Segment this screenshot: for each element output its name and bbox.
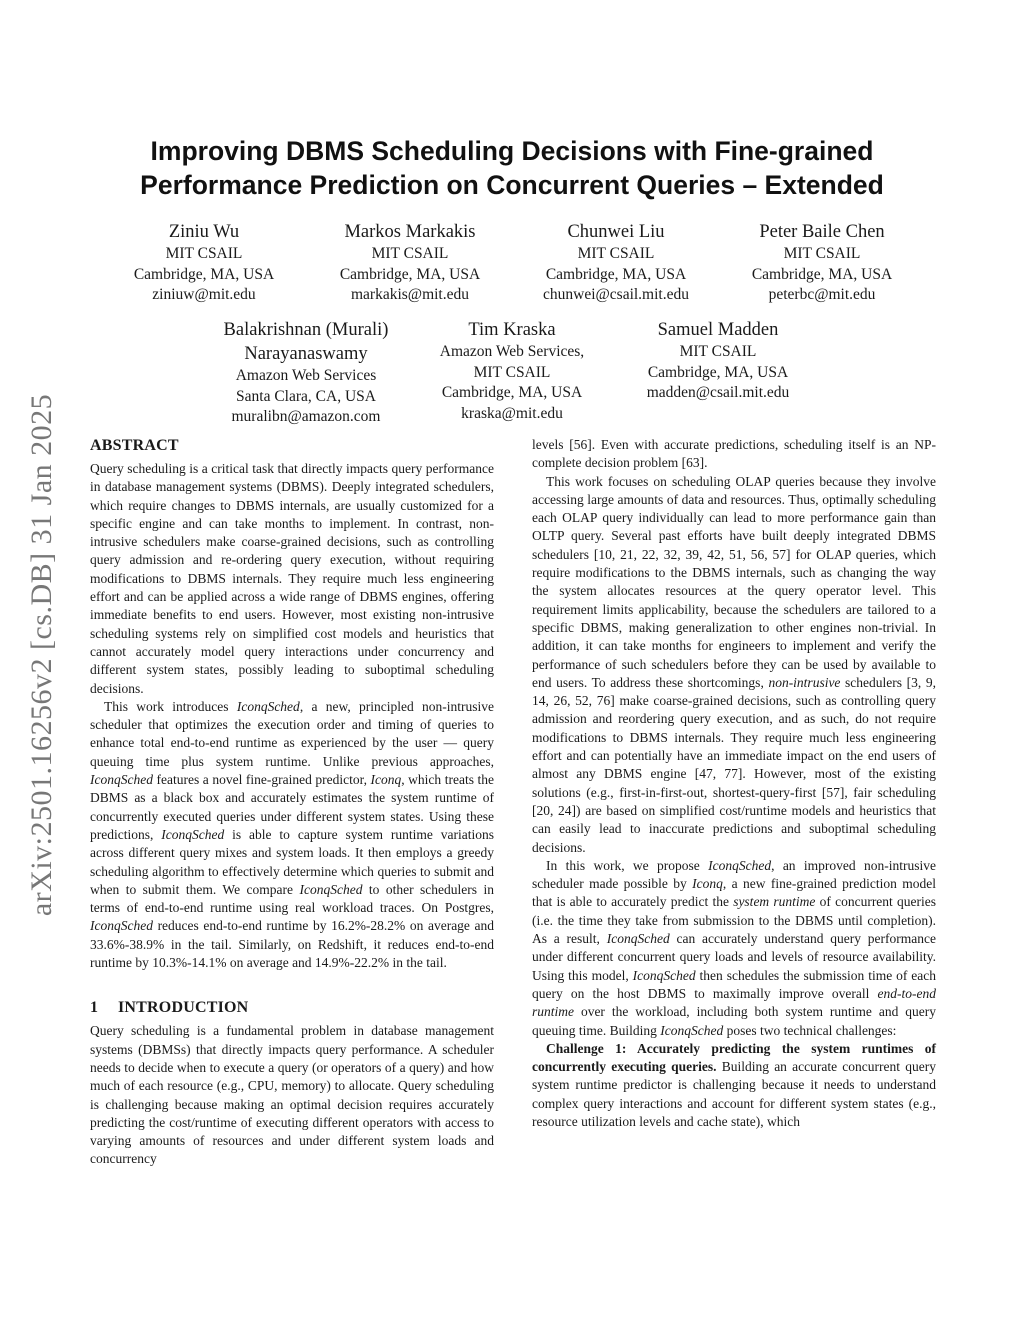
author-affiliation: MIT CSAIL <box>679 343 757 360</box>
section-title: INTRODUCTION <box>118 999 249 1017</box>
author-affiliation-line-2: MIT CSAIL <box>473 363 551 381</box>
author-email: peterbc@mit.edu <box>768 286 876 303</box>
author-location: Cambridge, MA, USA <box>751 265 893 283</box>
author-name: Balakrishnan (Murali) <box>223 320 389 340</box>
author-block <box>618 318 818 404</box>
body-paragraph: This work focuses on scheduling OLAP queries because they involve accessing large amounts of data and resources. Thus, optimally scheduling each OLAP query individually can lead to more performance gain than OLTP query. Several past efforts have built deeply integrated DBMS schedulers [10, 21, 22, 32, 39, 42, 51, 56, 57] for OLAP queries, which require modifications to the DBMS internals, such as changing the way the system allocates resources at the query operator level. This requirement limits applicability, because the schedulers are tailored to a specific DBMS, making generalization to other engines non-trivial. In addition, it can take months for engineers to implement and verify the performance of such schedulers before they can be used by available to end users. To address these shortcomings, non-intrusive schedulers [3, 9, 14, 26, 52, 76] make coarse-grained decisions, such as controlling query admission and reordering query execution, and as such, do not require modifications to DBMS internals. They require much less engineering effort and can potentially have an immediate impact on the end users of almost any DBMS engine [47, 77]. However, most of the existing solutions (e.g., first-in-first-out, shortest-query-first [57], fair scheduling [20, 24]) are based on simplified cost/runtime models and heuristics that can easily lead to inaccurate predictions and suboptimal scheduling decisions. <box>532 473 936 855</box>
challenge-paragraph: Challenge 1: Accurately predicting the system runtimes of concurrently executing queries. Building an accurate concurrent query system runtime predictor is challenging because it needs to understand complex query interactions and account for different system states (e.g., resource utilization levels and cache state), which <box>532 1040 936 1129</box>
author-name: Peter Baile Chen <box>759 222 885 242</box>
title-line-2: Performance Prediction on Concurrent Queries – Extended <box>140 170 884 200</box>
author-location: Cambridge, MA, USA <box>441 384 583 401</box>
intro-paragraph: Query scheduling is a fundamental problem in database management systems (DBMSs) that directly impacts query performance. A scheduler needs to decide when to execute a query (or operators of a query) and how much of each resource (e.g., CPU, memory) to allocate. Query scheduling is challenging because making an optimal decision requires accurately predicting the cost/runtime of executing different operators with access to varying amounts of resources and under different system loads and concurrency <box>90 1023 494 1167</box>
author-affiliation: MIT CSAIL <box>165 245 243 262</box>
author-location: Cambridge, MA, USA <box>339 265 481 283</box>
author-location: Cambridge, MA, USA <box>647 363 789 381</box>
body-paragraph: levels [56]. Even with accurate predictions, scheduling itself is an NP-complete decision problem [63]. <box>532 437 936 471</box>
author-email: markakis@mit.edu <box>350 286 469 303</box>
author-block <box>722 220 922 306</box>
author-name: Markos Markakis <box>344 222 476 242</box>
left-column <box>90 436 494 1169</box>
author-affiliation: MIT CSAIL <box>577 245 655 262</box>
author-email: ziniuw@mit.edu <box>152 286 256 303</box>
author-affiliation: Amazon Web Services <box>235 367 377 384</box>
author-name: Tim Kraska <box>468 320 556 340</box>
author-email: muralibn@amazon.com <box>231 408 381 425</box>
author-affiliation: MIT CSAIL <box>371 245 449 262</box>
right-column <box>532 436 936 1131</box>
author-location: Cambridge, MA, USA <box>545 265 687 283</box>
body-paragraph: In this work, we propose IconqSched, an improved non-intrusive scheduler made possible by Iconq, a new fine-grained prediction model that is able to accurately predict the system runtime of concurrent queries (i.e. the time they take from submission to the DBMS until completion). As a result, IconqSched can accurately understand query performance under different concurrent query loads and levels of resource availability. Using this model, IconqSched then schedules the submission time of each query on the host DBMS to maximally improve overall end-to-end runtime over the workload, including both system runtime and query queuing time. Building IconqSched poses two technical challenges: <box>532 857 937 1038</box>
title-line-1: Improving DBMS Scheduling Decisions with Fine-grained <box>150 136 874 166</box>
author-location: Cambridge, MA, USA <box>133 265 275 283</box>
arxiv-identifier: arXiv:2501.16256v2 [cs.DB] 31 Jan 2025 <box>25 393 58 917</box>
author-email: kraska@mit.edu <box>461 404 563 422</box>
author-block <box>412 318 612 424</box>
author-name: Ziniu Wu <box>168 222 240 242</box>
author-email: chunwei@csail.mit.edu <box>543 286 689 303</box>
author-name: Chunwei Liu <box>567 222 665 242</box>
author-name-line-2: Narayanaswamy <box>244 344 368 364</box>
author-block <box>506 220 726 306</box>
introduction-heading <box>90 998 494 1018</box>
author-name: Samuel Madden <box>657 320 779 340</box>
author-email: madden@csail.mit.edu <box>646 384 790 401</box>
author-location: Santa Clara, CA, USA <box>236 387 376 405</box>
author-block <box>310 220 510 306</box>
author-block <box>104 220 304 306</box>
arxiv-sidebar <box>12 360 72 950</box>
abstract-paragraph: This work introduces IconqSched, a new, principled non-intrusive scheduler that optimizes the execution order and timing of queries to enhance total end-to-end runtime as experienced by the user — query queuing time plus system runtime. Unlike previous approaches, IconqSched features a novel fine-grained predictor, Iconq, which treats the DBMS as a black box and accurately estimates the system runtime of concurrently executed queries under different system states. Using these predictions, IconqSched is able to capture system runtime variations across different query mixes and system loads. It then employs a greedy scheduling algorithm to effectively determine which queries to submit and when to submit them. We compare IconqSched to other schedulers in terms of end-to-end runtime using real workload traces. On Postgres, IconqSched reduces end-to-end runtime by 16.2%-28.2% on average and 33.6%-38.9% in the tail. Similarly, on Redshift, it reduces end-to-end runtime by 10.3%-14.1% on average and 14.9%-22.2% in the tail. <box>90 698 495 971</box>
section-number: 1 <box>90 999 99 1017</box>
author-affiliation: MIT CSAIL <box>783 245 861 262</box>
author-affiliation: Amazon Web Services, <box>439 343 585 360</box>
challenge-heading: Challenge 1: Accurately predicting the system runtimes of concurrently executing queries. <box>532 1040 936 1075</box>
paper-title <box>60 134 964 202</box>
author-block <box>196 318 416 428</box>
abstract-heading: ABSTRACT <box>90 437 179 454</box>
abstract-paragraph: Query scheduling is a critical task that directly impacts query performance in database management systems (DBMS). Deeply integrated schedulers, which require changes to DBMS internals, are usually customized for a specific engine and can take months to implement. In contrast, non-intrusive schedulers make coarse-grained decisions, such as controlling query admission and re-ordering query execution, without requiring modifications to DBMS internals. They require much less engineering effort and can be applied across a wide range of DBMS engines, offering immediate benefits to end users. However, most existing non-intrusive scheduling systems rely on simplified cost models and heuristics that cannot accurately model query interactions under concurrency and different system states, possibly leading to suboptimal scheduling decisions. <box>90 461 494 696</box>
